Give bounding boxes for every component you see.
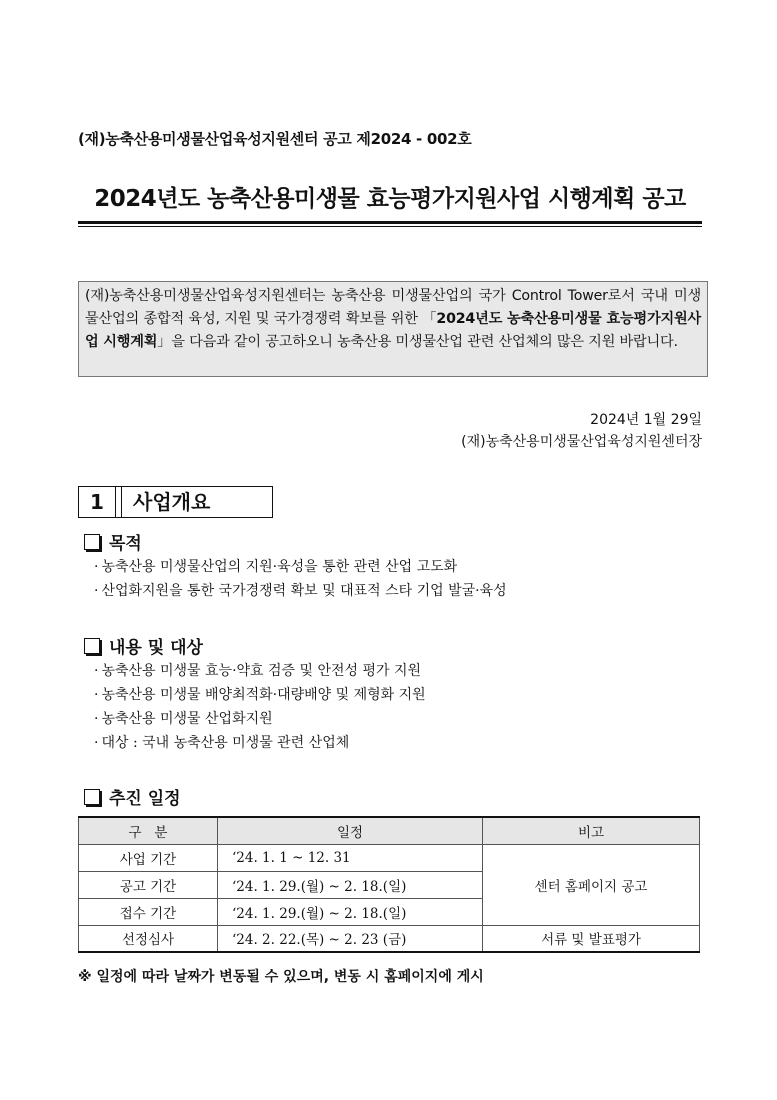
section-header <box>78 486 273 518</box>
row-note: 서류 및 발표평가 <box>483 925 700 952</box>
header-date: 일정 <box>218 817 483 844</box>
intro-text-part2: 」을 다음과 같이 공고하오니 농축산용 미생물산업 관련 산업체의 많은 지원 바랍니다. <box>157 334 678 350</box>
list-item: · 농축산용 미생물산업의 지원·육성을 통한 관련 산업 고도화 <box>94 555 507 579</box>
table-header-row <box>79 817 700 844</box>
schedule-heading <box>84 784 181 809</box>
list-item: · 농축산용 미생물 배양최적화·대량배양 및 제형화 지원 <box>94 683 426 707</box>
content-list <box>94 659 426 755</box>
purpose-heading <box>84 529 142 554</box>
page-title: 2024년도 농축산용미생물 효능평가지원사업 시행계획 공고 <box>94 186 686 212</box>
row-category: 선정심사 <box>79 925 218 952</box>
list-item: · 대상 : 국내 농축산용 미생물 관련 산업체 <box>94 731 426 755</box>
content-heading <box>84 633 203 658</box>
list-item: · 농축산용 미생물 산업화지원 <box>94 707 426 731</box>
list-item: · 산업화지원을 통한 국가경쟁력 확보 및 대표적 스타 기업 발굴·육성 <box>94 579 507 603</box>
section-divider <box>116 487 122 517</box>
header-category: 구 분 <box>79 817 218 844</box>
intro-text-part1: (재)농축산용미생물산업육성지원센터는 농축산용 미생물산업의 국가 Control Tower로서 국내 미생물산업의 종합적 육성, 지원 및 국가경쟁력 확보를 위한 「 <box>85 288 701 327</box>
title-rule-thin <box>78 226 702 227</box>
table-row <box>79 844 700 871</box>
row-category: 접수 기간 <box>79 898 218 925</box>
header-note: 비고 <box>483 817 700 844</box>
list-item: · 농축산용 미생물 효능·약효 검증 및 안전성 평가 지원 <box>94 659 426 683</box>
row-category: 사업 기간 <box>79 844 218 871</box>
row-category: 공고 기간 <box>79 871 218 898</box>
signature-date: 2024년 1월 29일 <box>590 412 702 428</box>
intro-box <box>78 281 708 377</box>
section-title: 사업개요 <box>133 490 211 514</box>
notice-number: (재)농축산용미생물산업육성지원센터 공고 제2024 - 002호 <box>78 130 472 148</box>
schedule-table <box>78 816 700 953</box>
signature-org: (재)농축산용미생물산업육성지원센터장 <box>461 434 702 450</box>
row-note-merged: 센터 홈페이지 공고 <box>483 844 700 925</box>
title-rule-thick <box>78 221 702 224</box>
purpose-heading-label: 목적 <box>109 534 142 554</box>
section-number: 1 <box>79 487 116 517</box>
row-date: ‘24. 1. 29.(월) ~ 2. 18.(일) <box>218 898 483 925</box>
row-date: ‘24. 1. 29.(월) ~ 2. 18.(일) <box>218 871 483 898</box>
title-block <box>78 176 702 228</box>
schedule-heading-label: 추진 일정 <box>109 789 181 809</box>
checkbox-square-icon <box>84 789 100 805</box>
row-date: ‘24. 1. 1 ~ 12. 31 <box>218 844 483 871</box>
table-row <box>79 925 700 952</box>
content-heading-label: 내용 및 대상 <box>109 638 203 658</box>
checkbox-square-icon <box>84 534 100 550</box>
footnote: ※ 일정에 따라 날짜가 변동될 수 있으며, 변동 시 홈페이지에 게시 <box>78 969 484 985</box>
row-date: ‘24. 2. 22.(목) ~ 2. 23 (금) <box>218 925 483 952</box>
purpose-list <box>94 555 507 603</box>
intro-text-bold: 2024년도 농축산용미생물 효능평가지원사업 시행계획 <box>85 311 702 350</box>
checkbox-square-icon <box>84 638 100 654</box>
